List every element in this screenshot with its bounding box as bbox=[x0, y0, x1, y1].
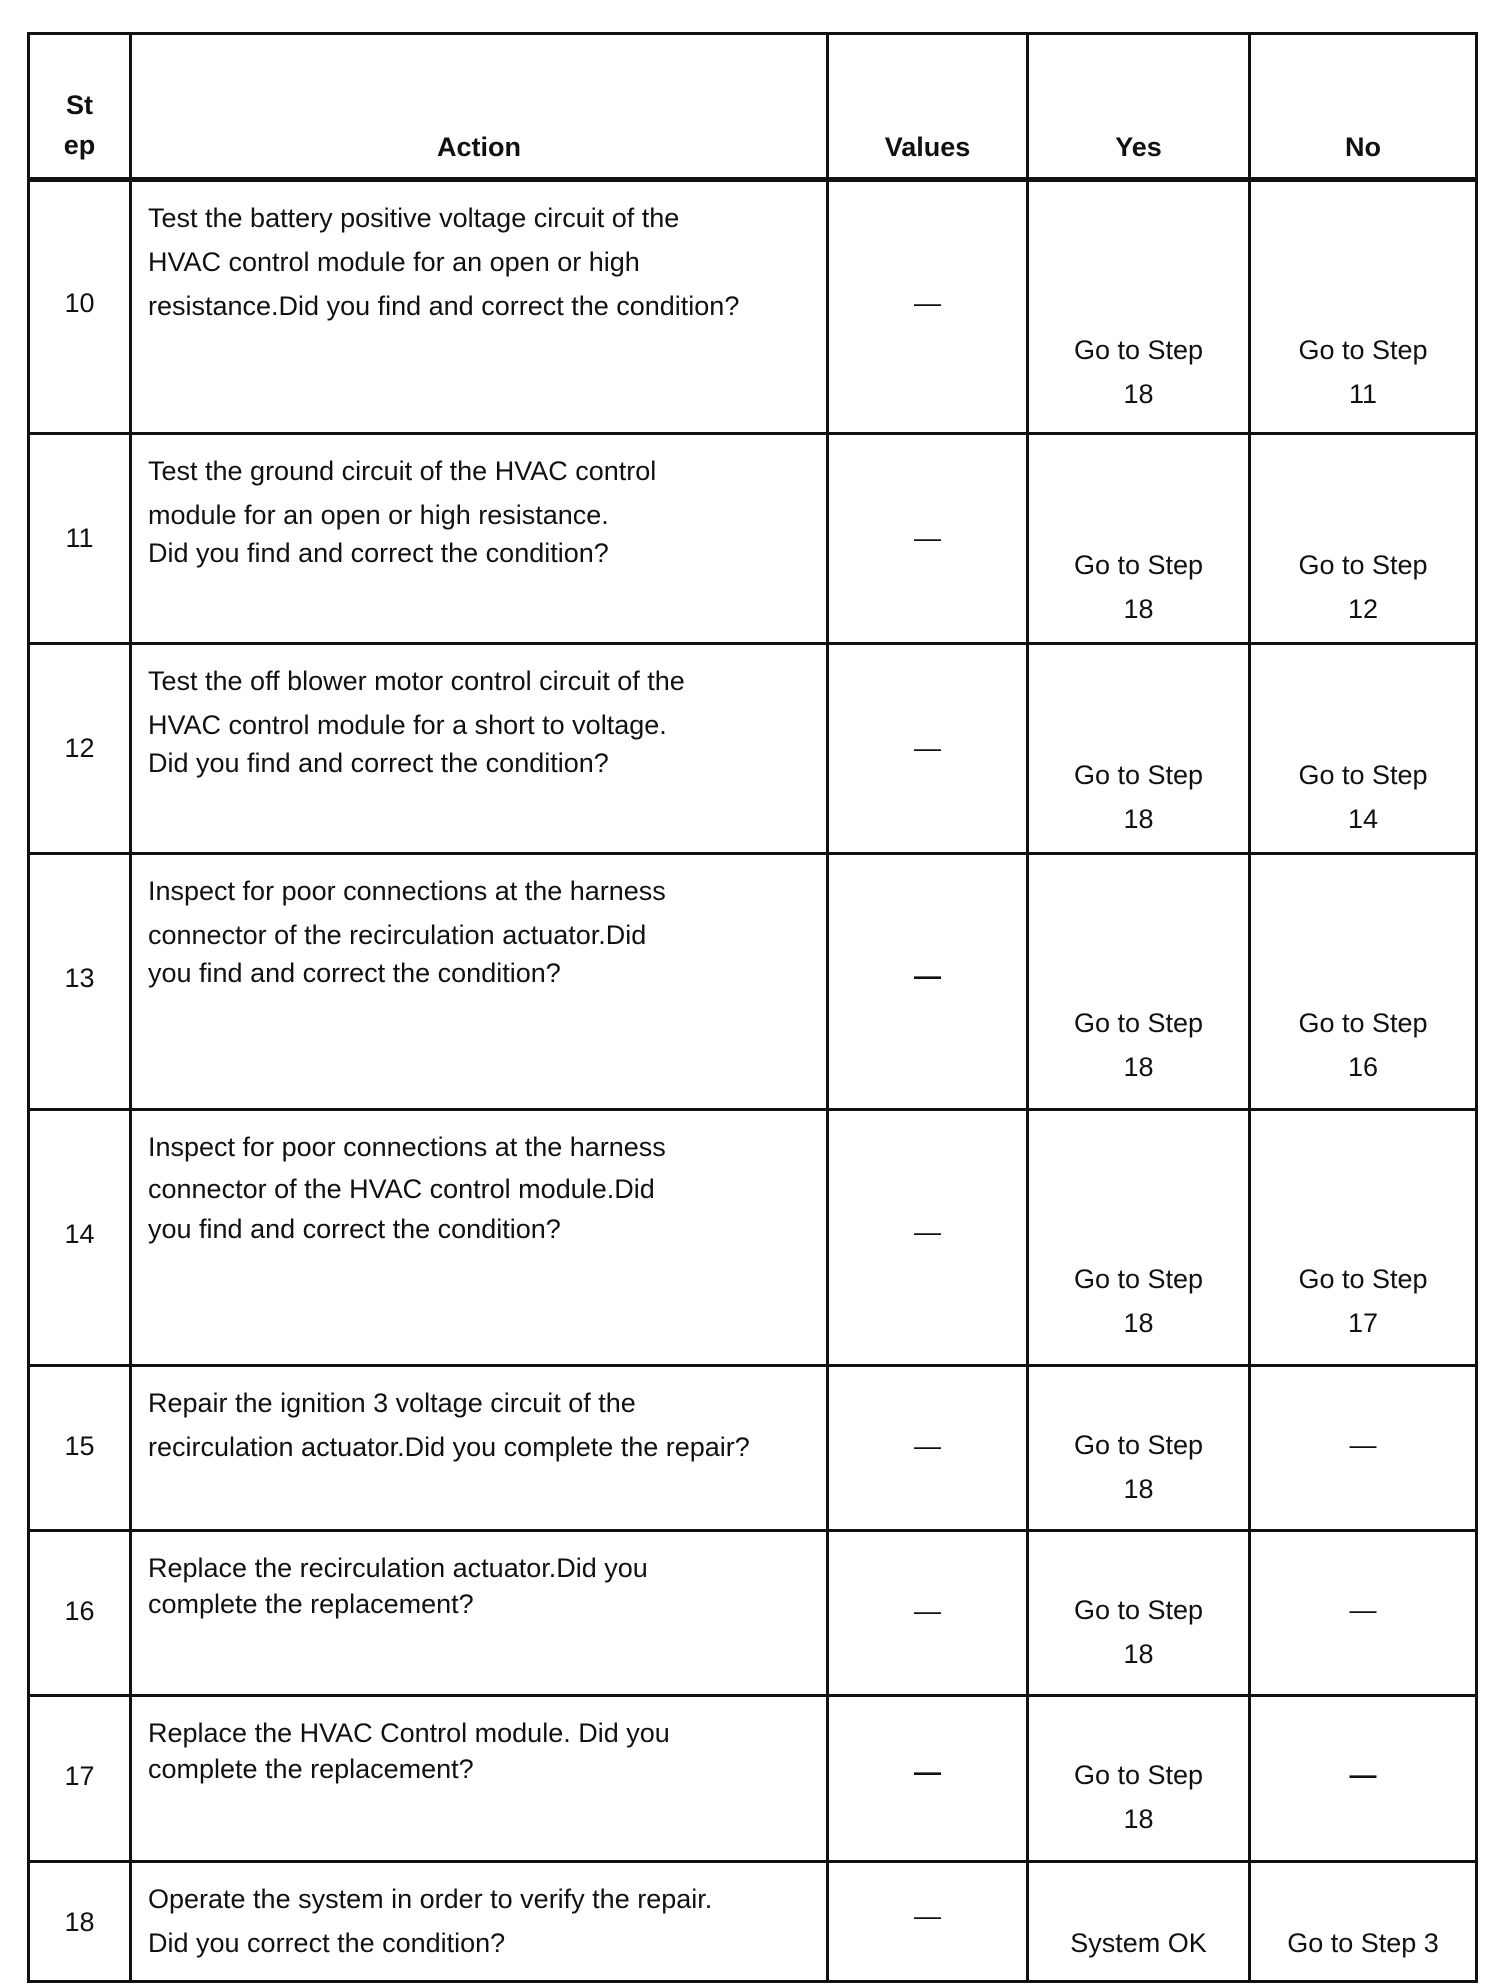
table-row bbox=[29, 434, 1477, 644]
action-cell: Replace the recirculation actuator.Did you complete the replacement? bbox=[131, 1531, 828, 1696]
action-cell: Inspect for poor connections at the harness connector of the HVAC control module.Did you find and correct the condition? bbox=[131, 1110, 828, 1366]
action-cell: Test the battery positive voltage circuit of the HVAC control module for an open or high resistance.Did you find and correct the condition? bbox=[131, 180, 828, 434]
no-cell: — bbox=[1250, 1696, 1477, 1862]
no-cell: — bbox=[1250, 1531, 1477, 1696]
header-no: No bbox=[1250, 34, 1477, 180]
yes-cell: Go to Step 18 bbox=[1028, 644, 1250, 854]
header-values: Values bbox=[828, 34, 1028, 180]
value-cell: — bbox=[828, 180, 1028, 434]
yes-cell: Go to Step 18 bbox=[1028, 854, 1250, 1110]
action-cell: Repair the ignition 3 voltage circuit of the recirculation actuator.Did you complete the repair? bbox=[131, 1366, 828, 1531]
value-cell: — bbox=[828, 644, 1028, 854]
table-row bbox=[29, 854, 1477, 1110]
step-cell: 15 bbox=[29, 1366, 131, 1531]
no-cell: Go to Step 16 bbox=[1250, 854, 1477, 1110]
action-cell: Test the off blower motor control circuit of the HVAC control module for a short to voltage. Did you find and correct the condition? bbox=[131, 644, 828, 854]
step-cell: 10 bbox=[29, 180, 131, 434]
value-cell: — bbox=[828, 1531, 1028, 1696]
diagnostic-table bbox=[27, 32, 1478, 1983]
table-row bbox=[29, 1531, 1477, 1696]
yes-cell: Go to Step 18 bbox=[1028, 180, 1250, 434]
no-cell: Go to Step 17 bbox=[1250, 1110, 1477, 1366]
yes-cell: System OK bbox=[1028, 1862, 1250, 1982]
yes-cell: Go to Step 18 bbox=[1028, 1366, 1250, 1531]
action-cell: Replace the HVAC Control module. Did you complete the replacement? bbox=[131, 1696, 828, 1862]
table-row bbox=[29, 180, 1477, 434]
header-step-line2: ep bbox=[63, 130, 96, 160]
no-cell: — bbox=[1250, 1366, 1477, 1531]
value-cell: — bbox=[828, 1366, 1028, 1531]
no-cell: Go to Step 12 bbox=[1250, 434, 1477, 644]
table-header-row bbox=[29, 34, 1477, 180]
table-row bbox=[29, 1366, 1477, 1531]
header-step bbox=[29, 34, 131, 180]
value-cell: — bbox=[828, 854, 1028, 1110]
table-row bbox=[29, 644, 1477, 854]
action-cell: Inspect for poor connections at the harness connector of the recirculation actuator.Did you find and correct the condition? bbox=[131, 854, 828, 1110]
step-cell: 18 bbox=[29, 1862, 131, 1982]
header-step-line1: St bbox=[66, 90, 93, 120]
action-cell: Operate the system in order to verify the repair. Did you correct the condition? bbox=[131, 1862, 828, 1982]
table-row bbox=[29, 1110, 1477, 1366]
step-cell: 11 bbox=[29, 434, 131, 644]
table-row bbox=[29, 1696, 1477, 1862]
no-cell: Go to Step 14 bbox=[1250, 644, 1477, 854]
yes-cell: Go to Step 18 bbox=[1028, 1696, 1250, 1862]
table-row bbox=[29, 1862, 1477, 1982]
value-cell: — bbox=[828, 1696, 1028, 1862]
value-cell: — bbox=[828, 434, 1028, 644]
header-yes: Yes bbox=[1028, 34, 1250, 180]
yes-cell: Go to Step 18 bbox=[1028, 1110, 1250, 1366]
action-cell: Test the ground circuit of the HVAC control module for an open or high resistance. Did you find and correct the condition? bbox=[131, 434, 828, 644]
no-cell: Go to Step 3 bbox=[1250, 1862, 1477, 1982]
step-cell: 12 bbox=[29, 644, 131, 854]
yes-cell: Go to Step 18 bbox=[1028, 1531, 1250, 1696]
step-cell: 16 bbox=[29, 1531, 131, 1696]
no-cell: Go to Step 11 bbox=[1250, 180, 1477, 434]
header-action: Action bbox=[131, 34, 828, 180]
step-cell: 17 bbox=[29, 1696, 131, 1862]
yes-cell: Go to Step 18 bbox=[1028, 434, 1250, 644]
step-cell: 14 bbox=[29, 1110, 131, 1366]
value-cell: — bbox=[828, 1110, 1028, 1366]
value-cell: — bbox=[828, 1862, 1028, 1982]
step-cell: 13 bbox=[29, 854, 131, 1110]
